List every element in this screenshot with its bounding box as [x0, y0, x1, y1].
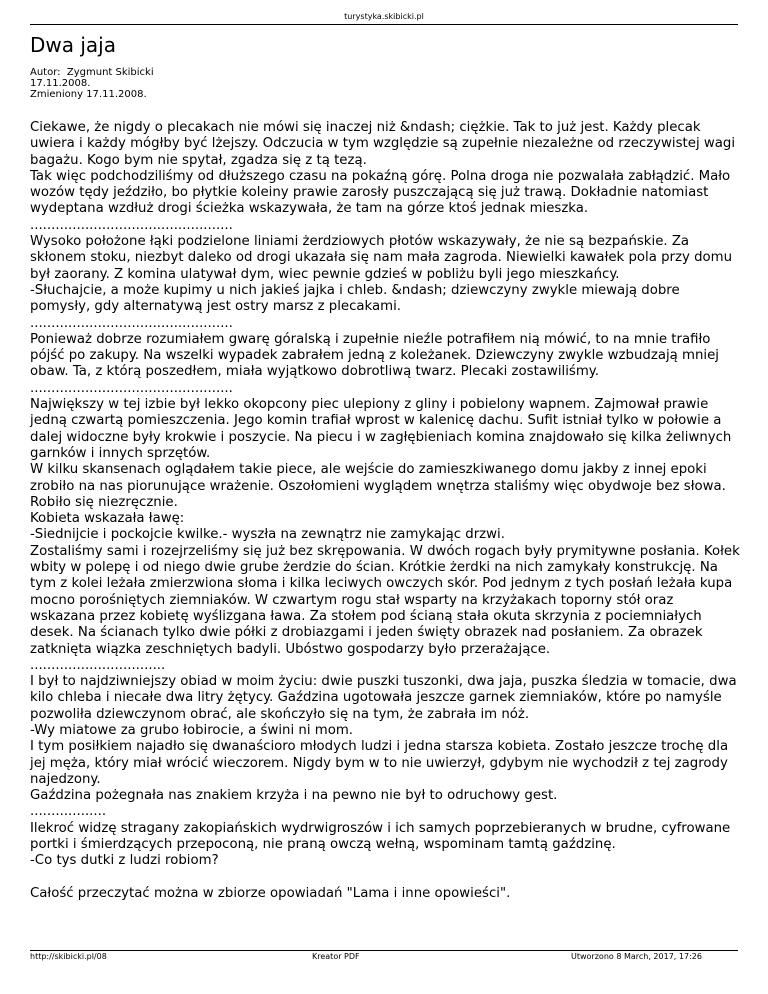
article-paragraph: ................................................ — [30, 217, 233, 233]
article-paragraph: -Siednijcie i pockojcie kwilke.- wyszła na zewnątrz nie zamykając drzwi. — [30, 527, 505, 543]
spacer — [30, 870, 740, 886]
header-divider — [30, 24, 738, 25]
footer-generator: Kreator PDF — [312, 952, 360, 961]
article-paragraph: -Słuchajcie, a może kupimy u nich jakieś jajka i chleb. &ndash; dziewczyny zwykle miewają dobre pomysły, gdy alternatywą jest ostry marsz z plecakami. — [30, 282, 680, 315]
author-line: Autor: Zygmunt Skibicki — [30, 67, 154, 78]
article-paragraph: ................................................ — [30, 380, 233, 396]
article-paragraph: Ciekawe, że nigdy o plecakach nie mówi się inaczej niż &ndash; ciężkie. Tak to już jest. Każdy plecak uwiera i każdy mógłby być lżejszy. Odczucia w tym względzie są zupełnie niezależne od rzeczywistej wagi bagażu. Kogo bym nie spytał, zgadza się z tą tezą. — [30, 120, 736, 168]
article-paragraph: -Co tys dutki z ludzi robiom? — [30, 853, 219, 869]
article-paragraph: Ilekroć widzę stragany zakopiańskich wydrwigroszów i ich samych poprzebieranych w brudne, cyfrowane portki i śmierdzących przepoconą, nie praną owczą wełną, wspominam tamtą gaździnę. — [30, 820, 731, 853]
modified-date: Zmieniony 17.11.2008. — [30, 89, 147, 100]
article-paragraph: W kilku skansenach oglądałem takie piece, ale wejście do zamieszkiwanego domu jakby z innej epoki zrobiło na nas piorunujące wrażenie. Oszołomieni wyglądem wnętrza staliśmy więc obydwoje bez słowa. Robiło się niezręcznie. — [30, 462, 726, 510]
article-paragraph: Gaździna pożegnała nas znakiem krzyża i na pewno nie był to odruchowy gest. — [30, 788, 558, 804]
article-paragraph: I był to najdziwniejszy obiad w moim życiu: dwie puszki tuszonki, dwa jaja, puszka śledzia w tomacie, dwa kilo chleba i niecałe dwa litry żętycy. Gaździna ugotowała jeszcze garnek ziemniaków, które po namyśle pozwoliła dziewczynom obrać, ale skończyło się na tym, że zabrała im nóż. — [30, 674, 737, 722]
article-paragraph: I tym posiłkiem najadło się dwanaścioro młodych ludzi i jedna starsza kobieta. Zostało jeszcze trochę dla jej męża, który miał wrócić wieczorem. Nigdy bym w to nie uwierzył, gdybym nie wychodził z tej zagrody najedzony. — [30, 739, 729, 787]
article-paragraph: ................................ — [30, 657, 166, 673]
article-paragraph: Kobieta wskazała ławę: — [30, 511, 185, 527]
article-paragraph: -Wy miatowe za grubo łobirocie, a świni ni mom. — [30, 722, 354, 738]
article-paragraph: ................................................ — [30, 315, 233, 331]
footer-created: Utworzono 8 March, 2017, 17:26 — [571, 952, 702, 961]
closing-note: Całość przeczytać można w zbiorze opowiadań "Lama i inne opowieści". — [30, 885, 511, 901]
article-paragraph: Tak więc podchodziliśmy od dłuższego czasu na pokaźną górę. Polna droga nie pozwalała zabłądzić. Mało wozów tędy jeździło, bo płytkie koleiny prawie zarosły puszczającą się już trawą. Dokładnie natomiast wydeptana wzdłuż drogi ścieżka wskazywała, że tam na górze ktoś jednak mieszka. — [30, 168, 731, 217]
publish-date: 17.11.2008. — [30, 78, 91, 89]
article-paragraphs — [30, 120, 740, 870]
article-title: Dwa jaja — [30, 33, 116, 57]
footer-divider — [30, 950, 738, 951]
article-paragraph: Zostaliśmy sami i rozejrzeliśmy się już bez skrępowania. W dwóch rogach były prymitywne posłania. Kołek wbity w polepę i od niego dwie grube żerdzie do ścian. Krótkie żerdki na nich zamykały konstrukcję. Na tym z kolei leżała zmierzwiona słoma i kilka leciwych owczych skór. Pod jednym z tych posłań leżała kupa mocno porośniętych ziemniaków. W czwartym rogu stał wsparty na krzyżakach toporny stół oraz wskazana przez kobietę wyślizgana ława. Za stołem pod ścianą stała okuta skrzynia z pociemniałych desek. Na ścianach tylko dwie półki z drobiazgami i jeden święty obrazek nad posłaniem. Za obrazek zatknięta wiązka zeschniętych badyli. Ubóstwo gospodarzy było przerażające. — [30, 543, 740, 657]
footer-url: http://skibicki.pl/08 — [30, 952, 107, 961]
article-paragraph: Wysoko położone łąki podzielone liniami żerdziowych płotów wskazywały, że nie są bezpańskie. Za skłonem stoku, niezbyt daleko od drogi ukazała się nam mała zagroda. Niewielki kawałek pola przy domu był zaorany. Z komina ulatywał dym, wiec pewnie gdzieś w pobliżu byli jego mieszkańcy. — [30, 234, 733, 282]
article-paragraph: .................. — [30, 804, 107, 820]
article-meta — [30, 67, 154, 100]
article-paragraph: Ponieważ dobrze rozumiałem gwarę góralską i zupełnie nieźle potrafiłem nią mówić, to na mnie trafiło pójść po zakupy. Na wszelki wypadek zabrałem jedną z koleżanek. Dziewczyny zwykle wzbudzają mniej obaw. Ta, z którą poszedłem, miała wyjątkowo dobrotliwą twarz. Plecaki zostawiliśmy. — [30, 331, 719, 380]
article-paragraph: Największy w tej izbie był lekko okopcony piec ulepiony z gliny i pobielony wapnem. Zajmował prawie jedną czwartą pomieszczenia. Jego komin trafiał wprost w kalenicę dachu. Sufit istniał tylko w połowie a dalej widoczne były krokwie i poszycie. Na piecu i w zagłębieniach komina znajdowało się kilka żeliwnych garnków i innych sprzętów. — [30, 397, 732, 461]
article-body — [30, 120, 740, 902]
header-site-url: turystyka.skibicki.pl — [344, 12, 424, 21]
